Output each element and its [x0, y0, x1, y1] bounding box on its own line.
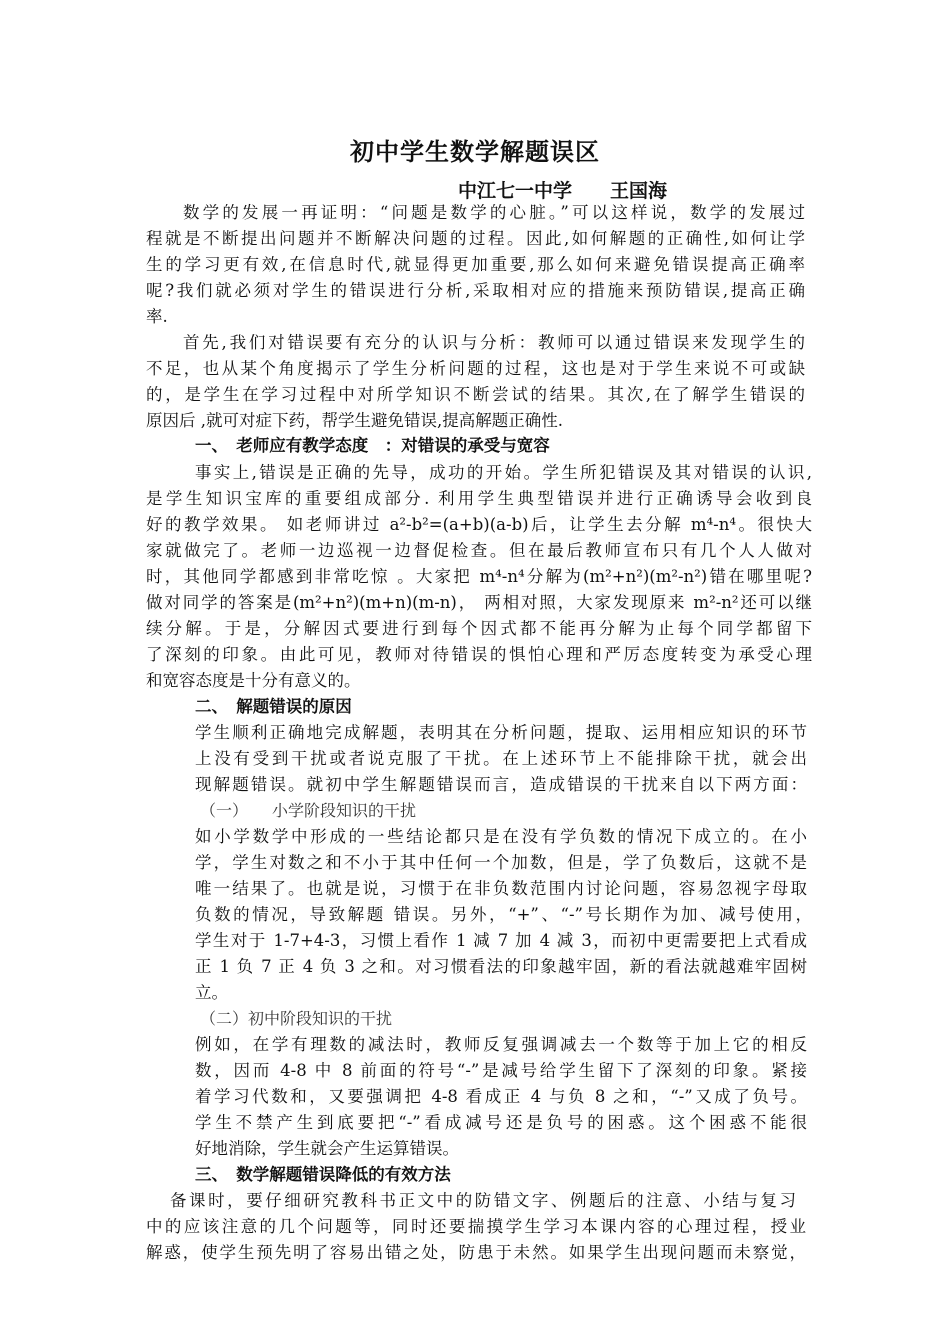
intro-line: 呢?我们就必须对学生的错误进行分析,采取相对应的措施来预防错误,提高正确 [146, 281, 805, 300]
subsection-line: 正 1 负 7 正 4 负 3 之和。对习惯看法的印象越牢固，新的看法就越难牢固树 [195, 957, 807, 976]
section-line: 是学生知识宝库的重要组成部分. 利用学生典型错误并进行正确诱导会收到良 [146, 489, 812, 508]
section-line: 事实上,错误是正确的先导，成功的开始。学生所犯错误及其对错误的认识, [195, 463, 812, 482]
subsection-line: 唯一结果了。也就是说，习惯于在非负数范围内讨论问题，容易忽视字母取 [195, 879, 807, 898]
section-line: 上没有受到干扰或者说克服了干扰。在上述环节上不能排除干扰，就会出 [195, 749, 807, 768]
page-title: 初中学生数学解题误区 [350, 138, 600, 166]
subsection-heading-1: （一） 小学阶段知识的干扰 [200, 801, 417, 820]
section-heading-3: 三、 数学解题错误降低的有效方法 [195, 1165, 451, 1184]
paragraph-line: 首先,我们对错误要有充分的认识与分析：教师可以通过错误来发现学生的 [183, 333, 805, 352]
subsection-line: 如小学数学中形成的一些结论都只是在没有学负数的情况下成立的。在小 [195, 827, 807, 846]
section-line: 时，其他同学都感到非常吃惊 。大家把 m⁴-n⁴分解为(m²+n²)(m²-n²)错在哪里呢? [146, 567, 812, 586]
subsection-line: 着学习代数和，又要强调把 4-8 看成正 4 与负 8 之和，“-”又成了负号。 [195, 1087, 807, 1106]
subsection-line: 负数的情况，导致解题 错误。另外，“+”、“-”号长期作为加、减号使用， [195, 905, 812, 924]
section-line: 现解题错误。就初中学生解题错误而言，造成错误的干扰来自以下两方面： [195, 775, 807, 794]
section-line: 备课时，要仔细研究教科书正文中的防错文字、例题后的注意、小结与复习 [170, 1191, 796, 1210]
section-line: 好的教学效果。 如老师讲过 a²-b²=(a+b)(a-b)后，让学生去分解 m⁴-n⁴。很快大 [146, 515, 812, 534]
subsection-line: 例如，在学有理数的减法时，教师反复强调减去一个数等于加上它的相反 [195, 1035, 807, 1054]
author-line: 中江七一中学 王国海 [458, 180, 668, 202]
subsection-line: 数，因而 4-8 中 8 前面的符号“-”是减号给学生留下了深刻的印象。紧接 [195, 1061, 807, 1080]
section-line: 做对同学的答案是(m²+n²)(m+n)(m-n)， 两相对照，大家发现原来 m²-n²还可以继 [146, 593, 812, 612]
section-line: 续分解。于是，分解因式要进行到每个因式都不能再分解为止每个同学都留下 [146, 619, 812, 638]
intro-line: 生的学习更有效,在信息时代,就显得更加重要,那么如何来避免错误提高正确率 [146, 255, 805, 274]
section-line: 学生顺利正确地完成解题，表明其在分析问题，提取、运用相应知识的环节 [195, 723, 807, 742]
paragraph-line: 的，是学生在学习过程中对所学知识不断尝试的结果。其次,在了解学生错误的 [146, 385, 805, 404]
subsection-line: 学生不禁产生到底要把“-”看成减号还是负号的困惑。这个困惑不能很 [195, 1113, 807, 1132]
section-line: 了深刻的印象。由此可见，教师对待错误的惧怕心理和严厉态度转变为承受心理 [146, 645, 812, 664]
section-line: 中的应该注意的几个问题等，同时还要揣摸学生学习本课内容的心理过程，授业 [146, 1217, 806, 1236]
paragraph-line: 原因后 ,就可对症下药，帮学生避免错误,提高解题正确性. [146, 411, 563, 430]
subsection-line: 学生对于 1-7+4-3，习惯上看作 1 减 7 加 4 减 3，而初中更需要把上式看成 [195, 931, 807, 950]
subsection-line: 好地消除，学生就会产生运算错误。 [195, 1139, 459, 1158]
intro-line: 数学的发展一再证明：“问题是数学的心脏。”可以这样说，数学的发展过 [183, 203, 805, 222]
section-line: 解惑，使学生预先明了容易出错之处，防患于未然。如果学生出现问题而未察觉， [146, 1243, 806, 1262]
section-line: 和宽容态度是十分有意义的。 [146, 671, 361, 690]
intro-line: 率. [146, 307, 168, 326]
paragraph-line: 不足，也从某个角度揭示了学生分析问题的过程，这也是对于学生来说不可或缺 [146, 359, 805, 378]
subsection-line: 立。 [195, 983, 228, 1002]
subsection-line: 学，学生对数之和不小于其中任何一个加数，但是，学了负数后，这就不是 [195, 853, 807, 872]
section-heading-1: 一、 老师应有教学态度 ：对错误的承受与宽容 [195, 436, 550, 455]
subsection-heading-2: （二）初中阶段知识的干扰 [200, 1009, 393, 1028]
section-line: 家就做完了。老师一边巡视一边督促检查。但在最后教师宣布只有几个人人做对 [146, 541, 812, 560]
intro-line: 程就是不断提出问题并不断解决问题的过程。因此,如何解题的正确性,如何让学 [146, 229, 805, 248]
section-heading-2: 二、 解题错误的原因 [195, 697, 352, 716]
